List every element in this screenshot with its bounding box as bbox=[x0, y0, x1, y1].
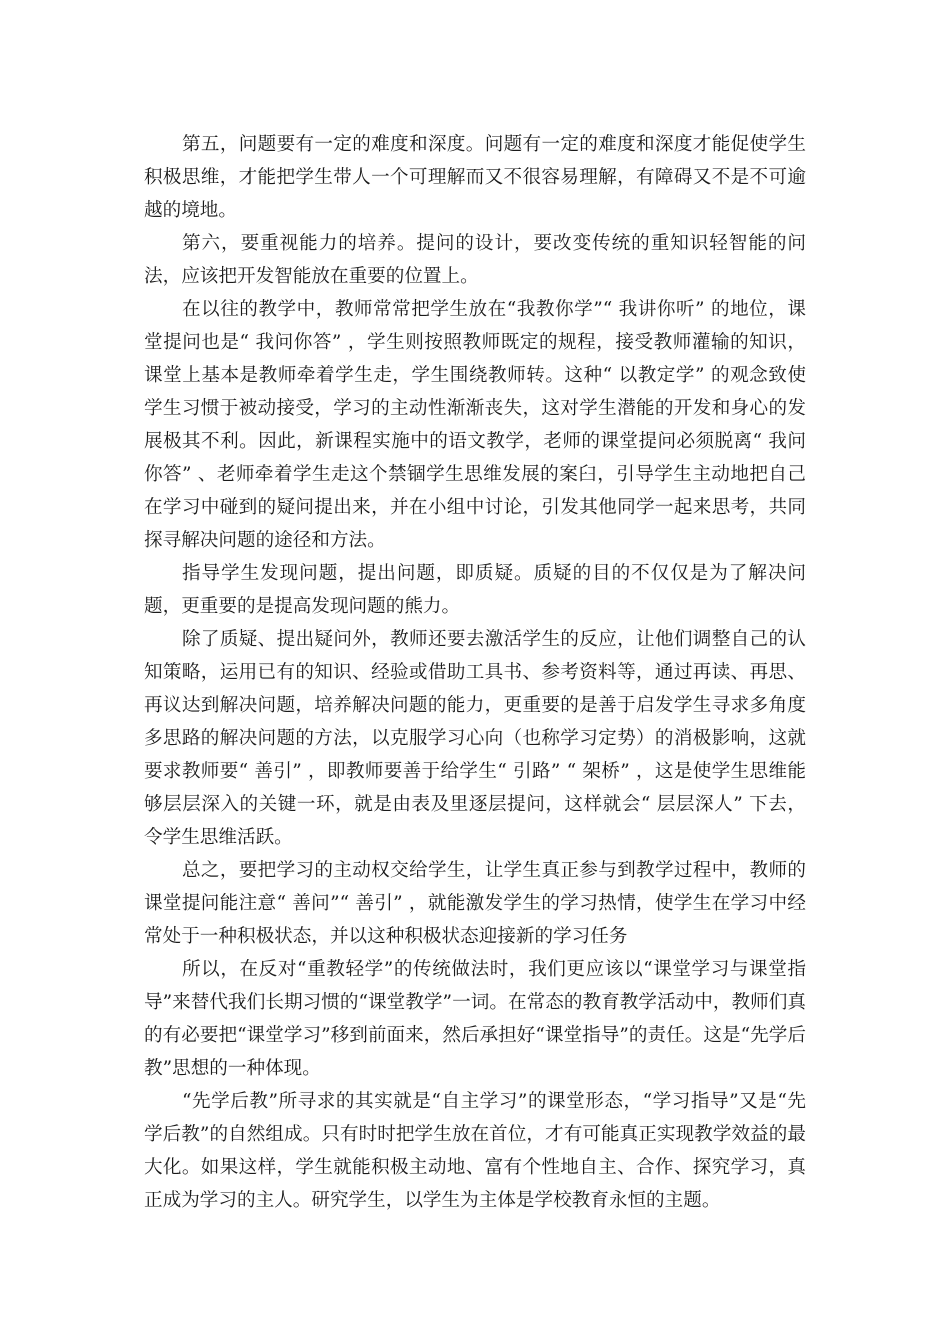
paragraph-sixth-point: 第六，要重视能力的培养。提问的设计，要改变传统的重知识轻智能的问法，应该把开发智能放在重要的位置上。 bbox=[144, 233, 806, 287]
paragraph-learn-first: “先学后教”所寻求的其实就是“自主学习”的课堂形态，“学习指导”又是“先学后教”的自然组成。只有时时把学生放在首位，才有可能真正实现教学效益的最大化。如果这样，学生就能积极主动地、富有个性地自主、合作、探究学习，真正成为学习的主人。研究学生，以学生为主体是学校教育永恒的主题。 bbox=[144, 1091, 806, 1211]
paragraph-summary: 总之，要把学习的主动权交给学生，让学生真正参与到教学过程中，教师的课堂提问能注意“ 善问”“ 善引” ，就能激发学生的学习热情，使学生在学习中经常处于一种积极状态，并以这种积极状态迎接新的学习任务 bbox=[144, 860, 806, 947]
paragraph-fifth-point: 第五，问题要有一定的难度和深度。问题有一定的难度和深度才能促使学生积极思维，才能把学生带人一个可理解而又不很容易理解，有障碍又不是不可逾越的境地。 bbox=[144, 134, 806, 221]
document-body bbox=[144, 128, 806, 1217]
paragraph-past-teaching: 在以往的教学中，教师常常把学生放在“我教你学”“ 我讲你听” 的地位，课堂提问也是“ 我问你答” ，学生则按照教师既定的规程，接受教师灌输的知识，课堂上基本是教师牵着学生走，学生围绕教师转。这种“ 以教定学” 的观念致使学生习惯于被动接受，学习的主动性渐渐丧失，这对学生潜能的开发和身心的发展极其不利。因此，新课程实施中的语文教学，老师的课堂提问必须脱离“ 我问你答” 、老师牵着学生走这个禁锢学生思维发展的案臼，引导学生主动地把自己在学习中碰到的疑问提出来，并在小组中讨论，引发其他同学一起来思考，共同探寻解决问题的途径和方法。 bbox=[144, 299, 806, 551]
paragraph-questioning: 指导学生发现问题，提出问题，即质疑。质疑的目的不仅仅是为了解决问题，更重要的是提高发现问题的熊力。 bbox=[144, 563, 806, 617]
paragraph-classroom-learning: 所以，在反对“重教轻学”的传统做法时，我们更应该以“课堂学习与课堂指导”来替代我们长期习惯的“课堂教学”一词。在常态的教育教学活动中，教师们真的有必要把“课堂学习”移到前面来，然后承担好“课堂指导”的责任。这是“先学后教”思想的一种体现。 bbox=[144, 959, 806, 1079]
paragraph-activation: 除了质疑、提出疑问外，教师还要去激活学生的反应，让他们调整自己的认知策略，运用已有的知识、经验或借助工具书、参考资料等，通过再读、再思、再议达到解决问题，培养解决问题的能力，更重要的是善于启发学生寻求多角度多思路的解决问题的方法，以克服学习心向（也称学习定势）的消极影响，这就要求教师要“ 善引” ，即教师要善于给学生“ 引路” “ 架桥” ，这是使学生思维能够层层深入的关键一环，就是由表及里逐层提问，这样就会“ 层层深人” 下去，令学生思维活跃。 bbox=[144, 629, 806, 848]
